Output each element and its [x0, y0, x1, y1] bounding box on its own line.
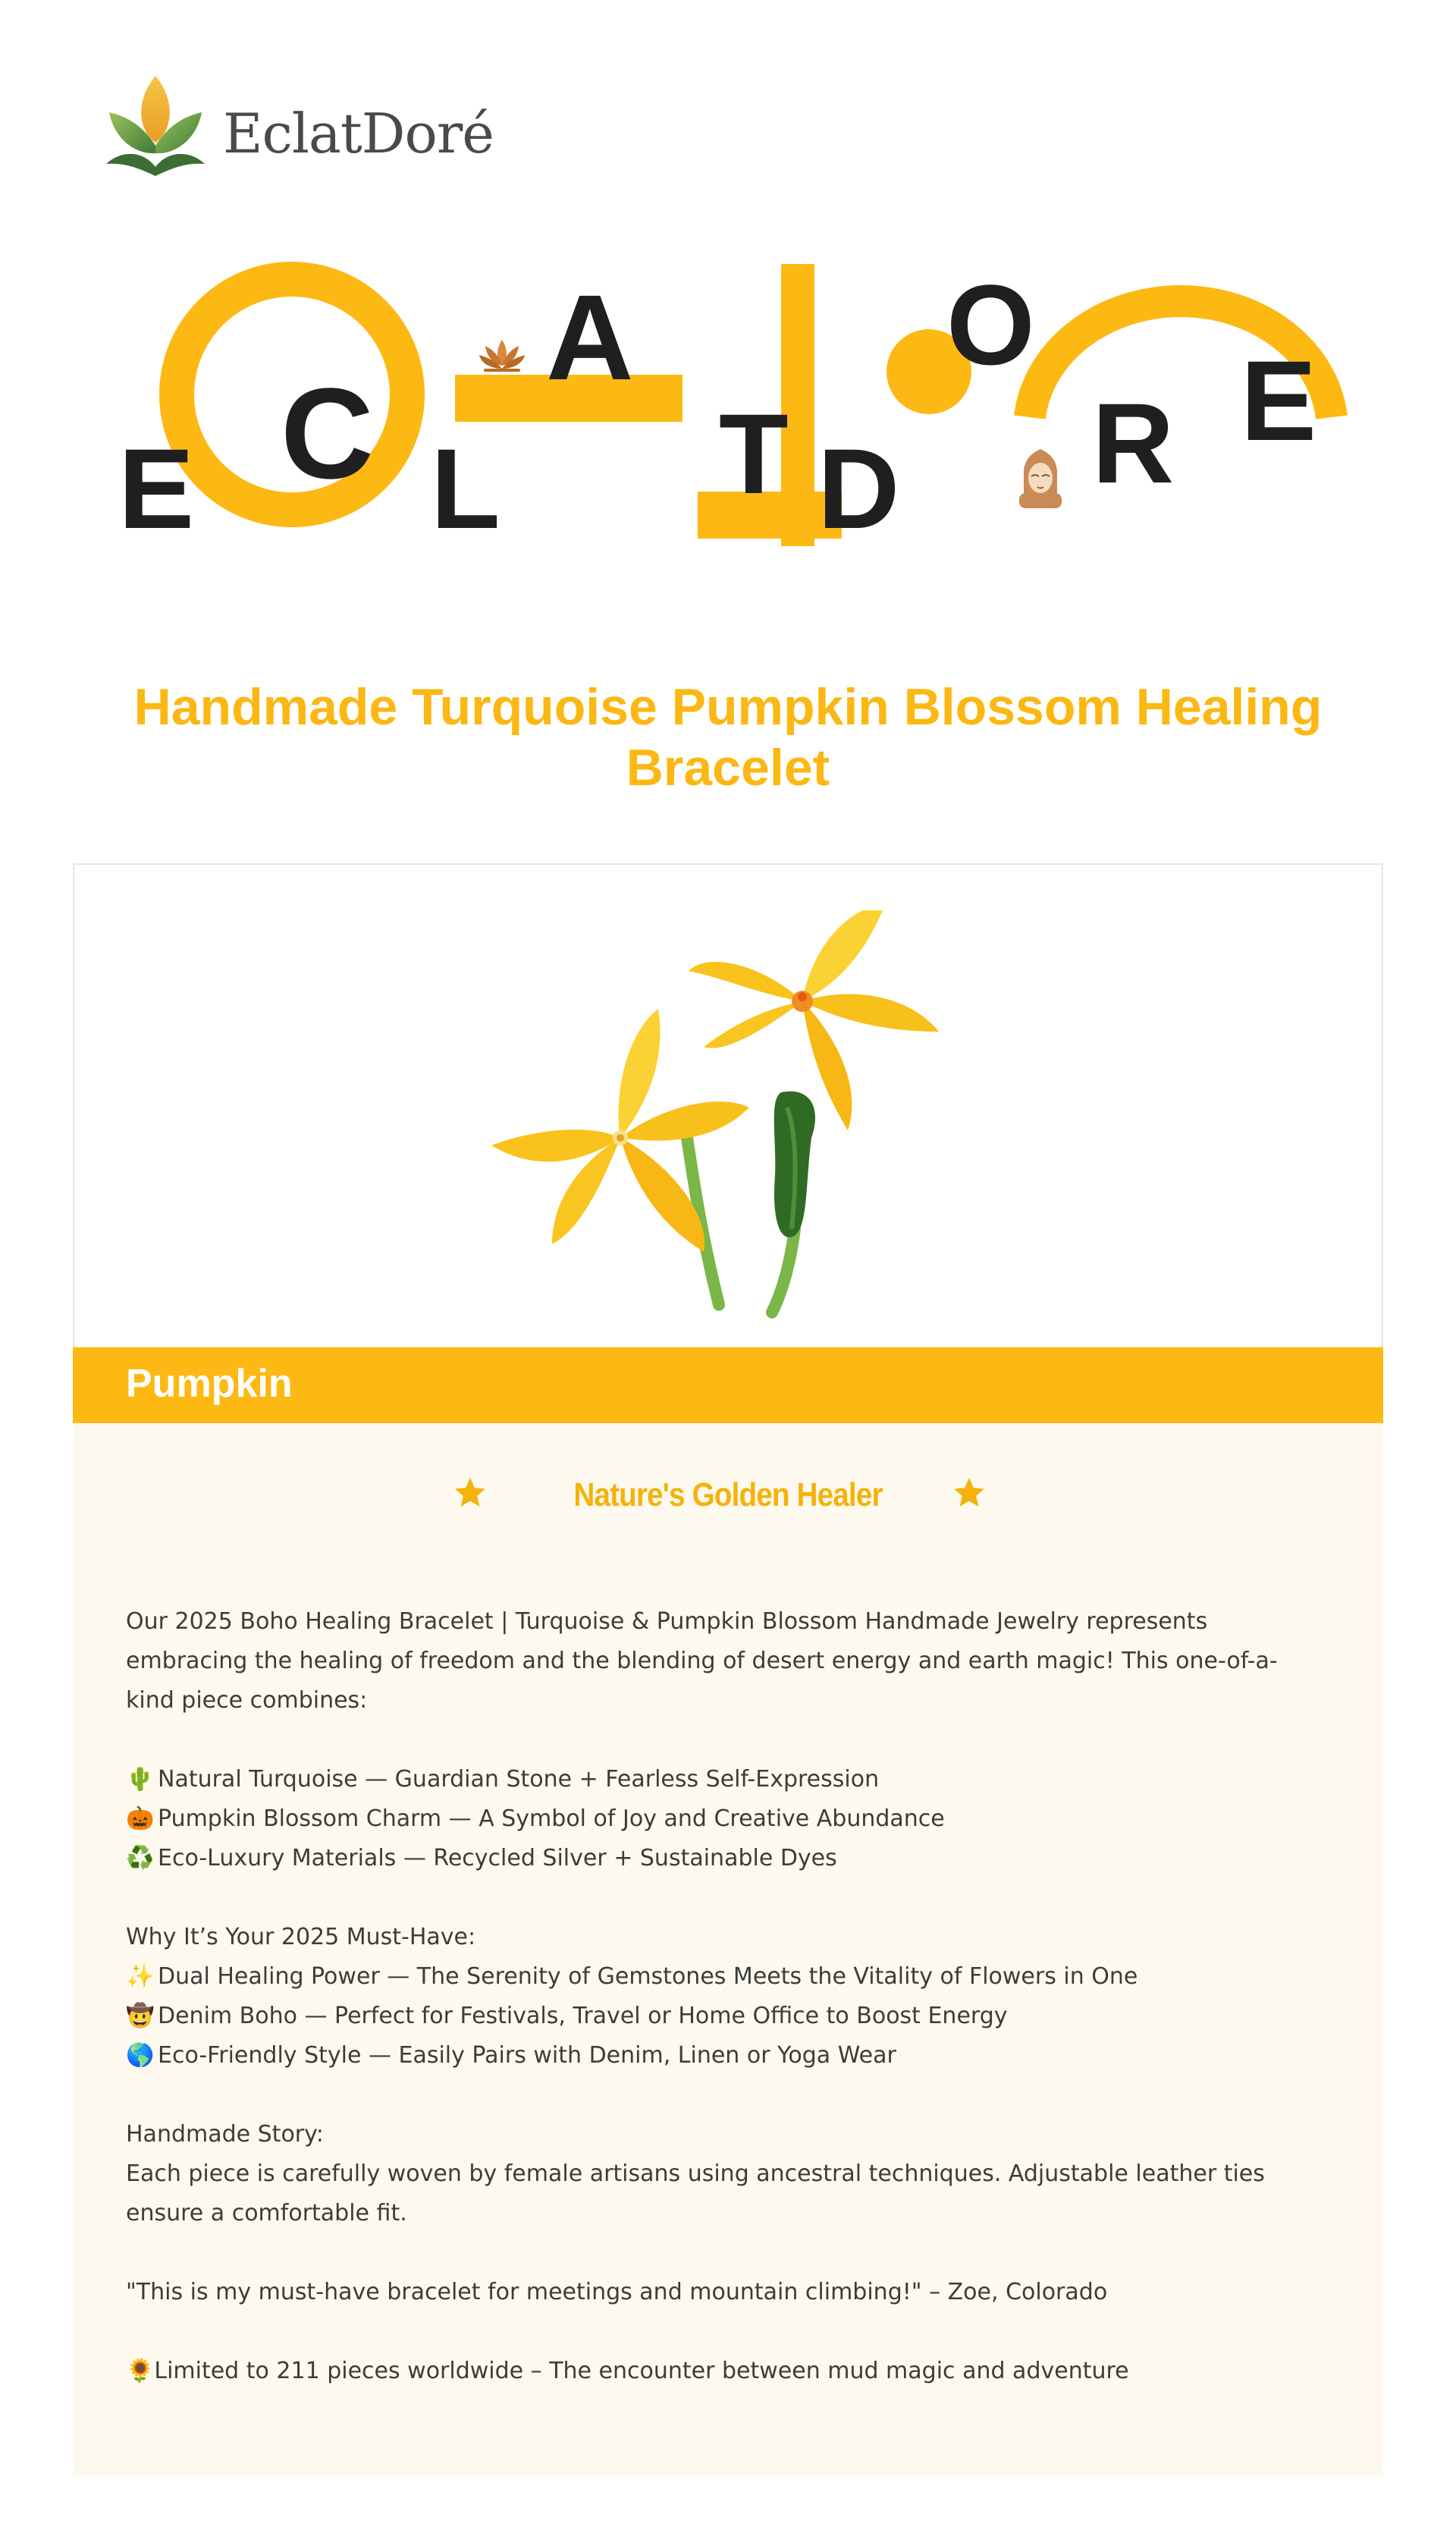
- buddha-icon: [1019, 449, 1062, 508]
- hero-letter-o: O: [946, 261, 1035, 388]
- hero-letter-l: L: [431, 425, 500, 552]
- globe-icon: 🌎: [126, 2042, 155, 2069]
- product-title: Handmade Turquoise Pumpkin Blossom Healing Bracelet: [133, 678, 1323, 797]
- brand-name: EclatDoré: [223, 102, 494, 165]
- list-item: 🎃 Pumpkin Blossom Charm — A Symbol of Joy and Creative Abundance: [126, 1799, 1309, 1839]
- hero-letter-a: A: [546, 269, 634, 405]
- sunflower-icon: 🌻: [126, 2358, 155, 2384]
- story-section: [126, 2115, 1309, 2233]
- story-heading: Handmade Story:: [126, 2121, 324, 2148]
- list-item: 🌵 Natural Turquoise — Guardian Stone + Fearless Self-Expression: [126, 1760, 1309, 1799]
- lotus-icon: [479, 340, 525, 372]
- hero-letter-c: C: [281, 362, 374, 506]
- description-panel: [73, 1423, 1383, 2476]
- brand-logo[interactable]: [105, 70, 514, 191]
- hero-letter-e1: E: [118, 425, 195, 552]
- list-item: ♻️ Eco-Luxury Materials — Recycled Silver + Sustainable Dyes: [126, 1839, 1309, 1878]
- lotus-logo-icon: [105, 70, 206, 184]
- product-card: [73, 863, 1383, 2475]
- hero-letter-d: D: [817, 425, 900, 552]
- hero-letter-t: T: [719, 390, 789, 517]
- section-subtitle: Nature's Golden Healer: [573, 1476, 883, 1513]
- limited-note: 🌻Limited to 211 pieces worldwide – The encounter between mud magic and adventure: [126, 2358, 1129, 2384]
- cactus-icon: 🌵: [126, 1766, 155, 1793]
- band-label: Pumpkin: [126, 1362, 293, 1406]
- recycle-icon: ♻️: [126, 1845, 155, 1871]
- pumpkin-blossom-illustration: [484, 910, 999, 1335]
- list-item: 🌎 Eco-Friendly Style — Easily Pairs with Denim, Linen or Yoga Wear: [126, 2036, 1309, 2076]
- pumpkin-icon: 🎃: [126, 1805, 155, 1832]
- testimonial: "This is my must-have bracelet for meetings and mountain climbing!" – Zoe, Colorado: [126, 2279, 1108, 2305]
- why-section: [126, 1918, 1309, 2076]
- product-image: [74, 865, 1382, 1347]
- hero-letter-e2: E: [1241, 337, 1317, 464]
- feature-list: [126, 1760, 1309, 1878]
- star-icon: [951, 1475, 987, 1511]
- hero-wordmark: [106, 250, 1350, 554]
- intro-paragraph: Our 2025 Boho Healing Bracelet | Turquoise & Pumpkin Blossom Handmade Jewelry represents embracing the healing of freedom and the blending of desert energy and earth magic! This one-of-a-kind piece combines:: [126, 1608, 1278, 1714]
- sparkles-icon: ✨: [126, 1963, 155, 1990]
- story-text: Each piece is carefully woven by female artisans using ancestral techniques. Adjustable leather ties ensure a comfortable fit.: [126, 2160, 1265, 2226]
- hero-letter-r: R: [1092, 379, 1175, 507]
- list-item: ✨ Dual Healing Power — The Serenity of Gemstones Meets the Vitality of Flowers in One: [126, 1957, 1309, 1997]
- subtitle-row: [73, 1475, 1383, 1528]
- cowboy-icon: 🤠: [126, 2003, 155, 2029]
- why-heading: Why It’s Your 2025 Must-Have:: [126, 1924, 476, 1950]
- product-band: [73, 1347, 1383, 1423]
- product-description: [126, 1602, 1309, 2431]
- list-item: 🤠 Denim Boho — Perfect for Festivals, Travel or Home Office to Boost Energy: [126, 1997, 1309, 2036]
